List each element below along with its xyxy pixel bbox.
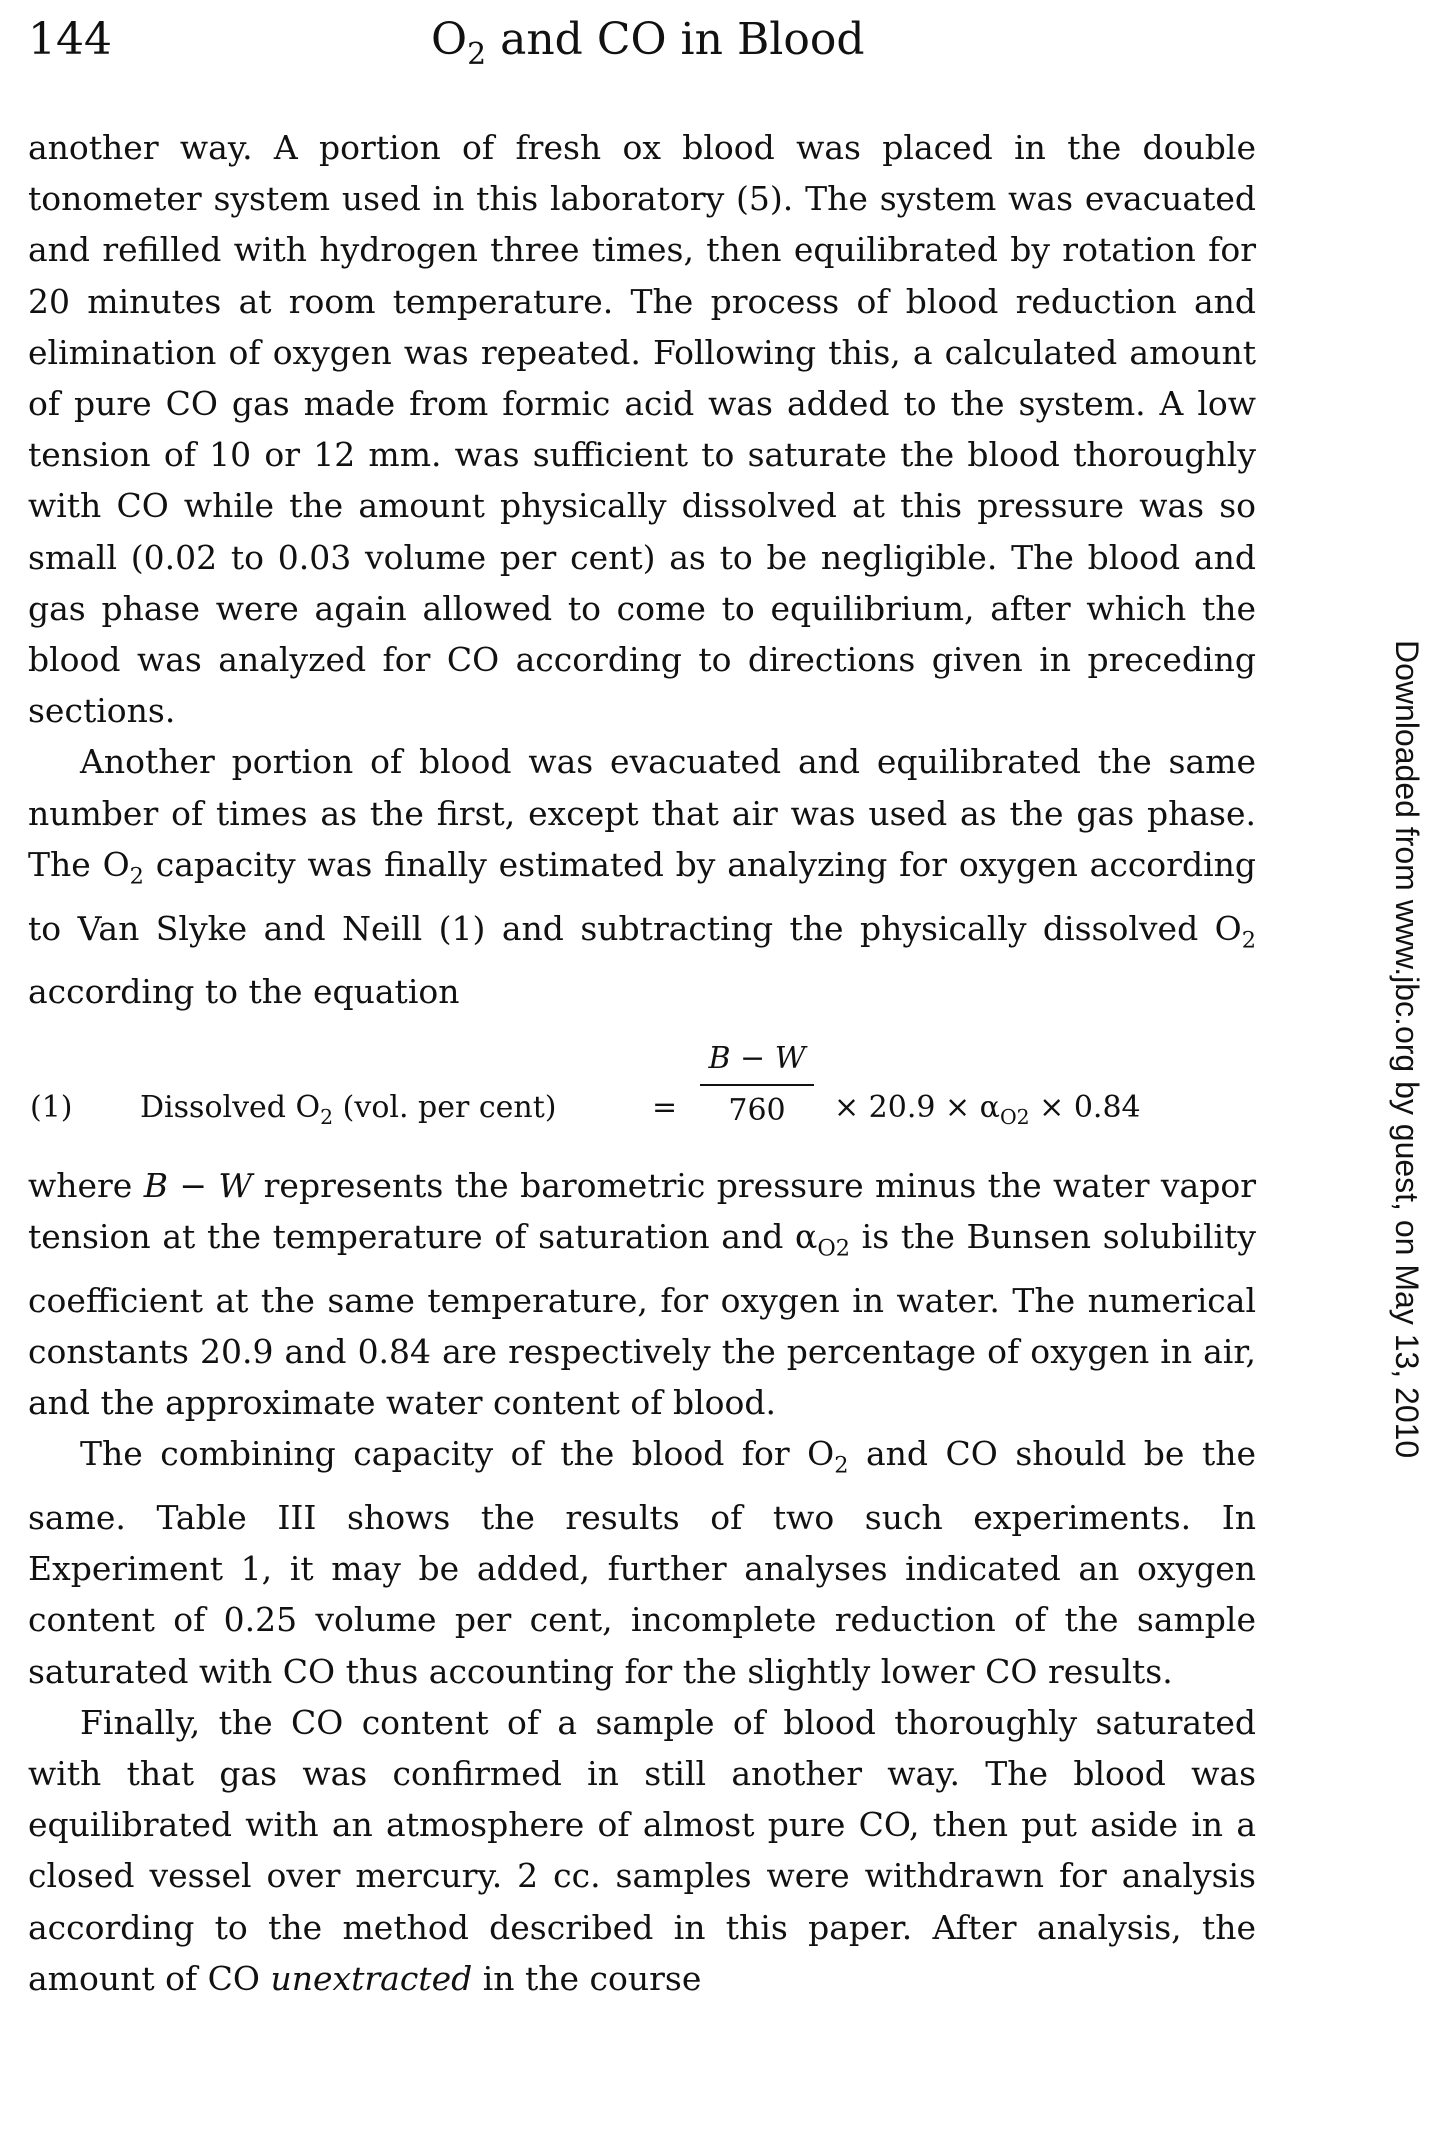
equation-fraction bbox=[696, 1036, 818, 1134]
download-watermark: Downloaded from www.jbc.org by guest, on May 13, 2010 bbox=[1389, 640, 1425, 1459]
equals-sign: = bbox=[652, 1089, 678, 1125]
paragraph-5: Finally, the CO content of a sample of blood thoroughly saturated with that gas was confirmed in still another way. The blood was equilibrated with an atmosphere of almost pure CO, then put aside in a closed vessel over mercury. 2 cc. samples were withdrawn for analysis according to the method described in this paper. After analysis, the amount of CO unextracted in the course bbox=[28, 1702, 1256, 1998]
page-number: 144 bbox=[28, 14, 112, 65]
equation-number: (1) bbox=[30, 1089, 73, 1125]
equation-rhs: × $20.9 \times \alpha_{O2} \times 0.84$ bbox=[834, 1089, 1141, 1129]
paragraph-1: another way. A portion of fresh ox blood was placed in the double tonometer system used in this laboratory (5). The system was evacuated and refilled with hydrogen three times, then equilibrated by rotation for 20 minutes at room temperature. The process of blood reduction and elimination of oxygen was repeated. Following this, a calculated amount of pure CO gas made from formic acid was added to the system. A low tension of 10 or 12 mm. was sufficient to saturate the blood thoroughly with CO while the amount physically dissolved at this pressure was so small (0.02 to 0.03 volume per cent) as to be negligible. The blood and gas phase were again allowed to come to equilibrium, after which the blood was analyzed for CO according to directions given in preceding sections. bbox=[28, 128, 1256, 731]
fraction-denominator: 760 bbox=[728, 1092, 786, 1128]
equation-1 bbox=[28, 1032, 1256, 1150]
paragraph-2: Another portion of blood was evacuated and equilibrated the same number of times as the first, except that air was used as the gas phase. The $O_2$ capacity was finally estimated by analyzing for oxygen according to Van Slyke and Neill (1) and subtracting the physically dissolved $O_2$ according to the equation bbox=[28, 742, 1256, 1012]
equation-lhs: Dissolved $O_2$ (vol. per cent) bbox=[140, 1089, 557, 1129]
running-title: $O_2$ and CO in Blood bbox=[431, 14, 865, 72]
article-body bbox=[28, 122, 1256, 2004]
paragraph-4: The combining capacity of the blood for $O_2$ and CO should be the same. Table III shows the results of two such experiments. In Experiment 1, it may be added, further analyses indicated an oxygen content of 0.25 volume per cent, incomplete reduction of the sample saturated with CO thus accounting for the slightly lower CO results. bbox=[28, 1434, 1256, 1691]
page-header bbox=[28, 14, 1278, 78]
fraction-bar bbox=[700, 1084, 814, 1086]
paragraph-3: where B − W represents the barometric pressure minus the water vapor tension at the temperature of saturation and $\alpha_{O2}$ is the Bunsen solubility coefficient at the same temperature, for oxygen in water. The numerical constants 20.9 and 0.84 are respectively the percentage of oxygen in air, and the approximate water content of blood. bbox=[28, 1165, 1256, 1423]
fraction-numerator: B − W bbox=[708, 1040, 806, 1076]
